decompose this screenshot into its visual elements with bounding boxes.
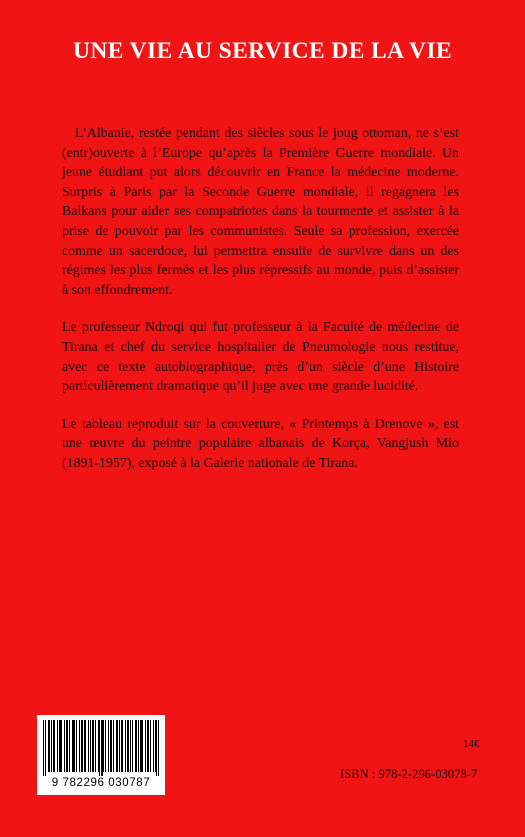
paragraph-cover-art: Le tableau reproduit sur la couverture, « Printemps à Drenove », est une œuvre du peintre populaire albanais de Korça, Vangjush Mio (1891-1957), exposé à la Galerie nationale de Tirana.: [62, 416, 459, 471]
barcode-digits: 9 782296 030787: [51, 777, 151, 789]
paragraph-author: Le professeur Ndroqi qui fut professeur à la Faculté de médecine de Tirana et chef du service hospitalier de Pneumologie nous restitue, avec ce texte autobiographique, près d’un siècle d’une Histoire particulièrement dramatique qu’il juge avec une grande lucidité.: [62, 320, 459, 395]
book-title: UNE VIE AU SERVICE DE LA VIE: [72, 38, 453, 64]
barcode-bars: [43, 720, 159, 776]
paragraph-summary: L’Albanie, restée pendant des siècles sous le joug ottoman, ne s’est (entr)ouverte à l’Europe qu’après la Première Guerre mondiale. Un jeune étudiant put alors découvrir en France la médecine moderne. Surpris à Paris par la Seconde Guerre mondiale, il regagnera les Balkans pour aider ses compatriotes dans la tourmente et assister à la prise de pouvoir par les communistes. Seule sa profession, exercée comme un sacerdoce, lui permettra ensuite de survivre dans un des régimes les plus fermés et les plus répressifs au monde, puis d’assister à son effondrement.: [62, 126, 459, 298]
isbn-barcode: [37, 715, 165, 795]
price-label: 14€: [463, 738, 480, 750]
back-cover-text: [62, 124, 459, 492]
isbn-label: ISBN : 978-2-296-03078-7: [340, 767, 478, 781]
